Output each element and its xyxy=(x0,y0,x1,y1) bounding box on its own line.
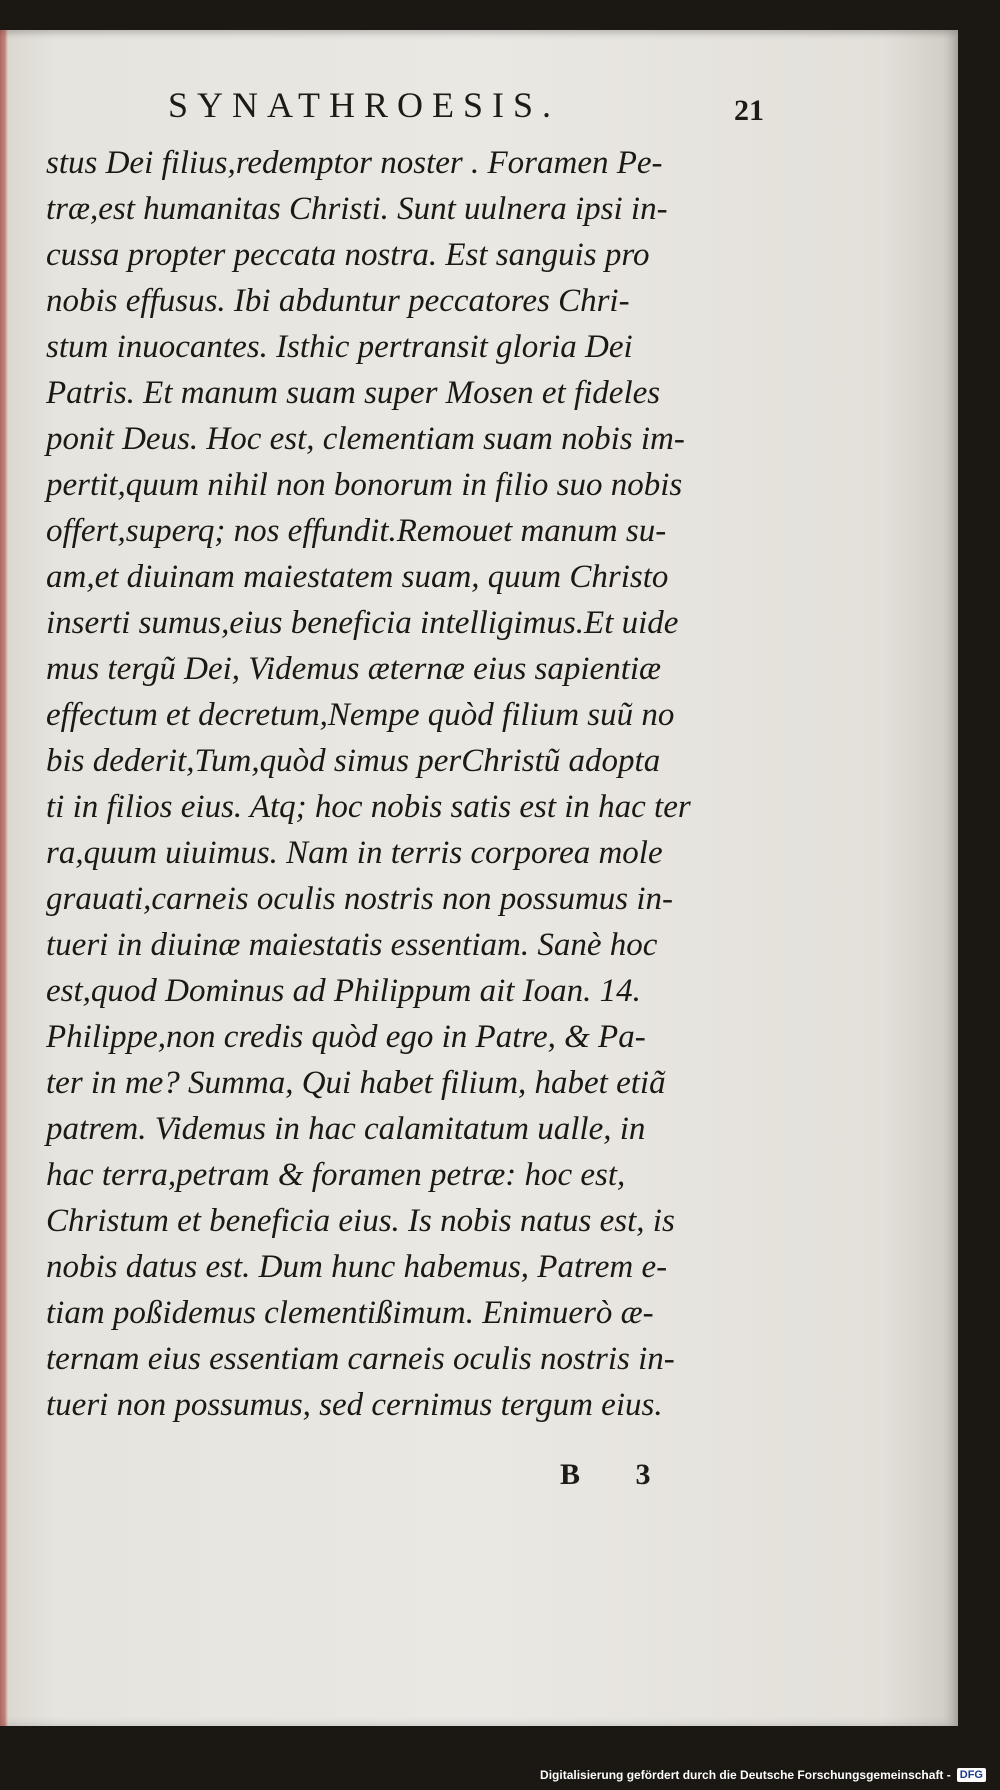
text-line: stum inuocantes. Isthic pertransit gloria Dei xyxy=(46,329,633,365)
text-line: offert,superq; nos effundit.Remouet manum su- xyxy=(46,513,667,549)
text-line: hac terra,petram & foramen petræ: hoc est, xyxy=(46,1157,626,1193)
page-number: 21 xyxy=(734,94,764,127)
text-line: pertit,quum nihil non bonorum in filio suo nobis xyxy=(46,467,683,503)
text-line: stus Dei filius,redemptor noster . Foramen Pe- xyxy=(46,145,663,181)
credit-text: Digitalisierung gefördert durch die Deutsche Forschungsgemeinschaft - xyxy=(540,1768,951,1782)
text-line: tiam poßidemus clementißimum. Enimuerò æ- xyxy=(46,1295,654,1331)
text-line: effectum et decretum,Nempe quòd filium suũ no xyxy=(46,697,675,733)
text-line: Philippe,non credis quòd ego in Patre, & Pa- xyxy=(46,1019,646,1055)
digitization-credit xyxy=(540,1768,986,1782)
text-line: tueri non possumus, sed cernimus tergum eius. xyxy=(46,1387,663,1423)
text-line: grauati,carneis oculis nostris non possumus in- xyxy=(46,881,674,917)
text-line: ponit Deus. Hoc est, clementiam suam nobis im- xyxy=(46,421,685,457)
signature-mark: B 3 xyxy=(560,1458,675,1491)
text-line: Christum et beneficia eius. Is nobis natus est, is xyxy=(46,1203,675,1239)
running-head: SYNATHROESIS. xyxy=(168,85,561,125)
text-line: ra,quum uiuimus. Nam in terris corporea mole xyxy=(46,835,663,871)
body-text xyxy=(46,140,768,1428)
text-line: ternam eius essentiam carneis oculis nostris in- xyxy=(46,1341,675,1377)
text-line: træ,est humanitas Christi. Sunt uulnera ipsi in- xyxy=(46,191,668,227)
text-line: bis dederit,Tum,quòd simus perChristũ adopta xyxy=(46,743,661,779)
text-line: tueri in diuinæ maiestatis essentiam. Sanè hoc xyxy=(46,927,658,963)
text-line: ter in me? Summa, Qui habet filium, habet etiã xyxy=(46,1065,666,1101)
text-line: cussa propter peccata nostra. Est sanguis pro xyxy=(46,237,650,273)
text-line: nobis effusus. Ibi abduntur peccatores Chri- xyxy=(46,283,630,319)
dfg-logo-icon: DFG xyxy=(957,1768,986,1782)
page-edge-binding xyxy=(0,30,8,1726)
text-line: est,quod Dominus ad Philippum ait Ioan. 14. xyxy=(46,973,641,1009)
text-line: am,et diuinam maiestatem suam, quum Christo xyxy=(46,559,669,595)
text-line: nobis datus est. Dum hunc habemus, Patrem e- xyxy=(46,1249,668,1285)
text-line: mus tergũ Dei, Videmus æternæ eius sapientiæ xyxy=(46,651,662,687)
text-line: inserti sumus,eius beneficia intelligimus.Et uide xyxy=(46,605,679,641)
text-line: ti in filios eius. Atq; hoc nobis satis est in hac ter xyxy=(46,789,691,825)
text-line: patrem. Videmus in hac calamitatum ualle, in xyxy=(46,1111,646,1147)
text-line: Patris. Et manum suam super Mosen et fideles xyxy=(46,375,661,411)
